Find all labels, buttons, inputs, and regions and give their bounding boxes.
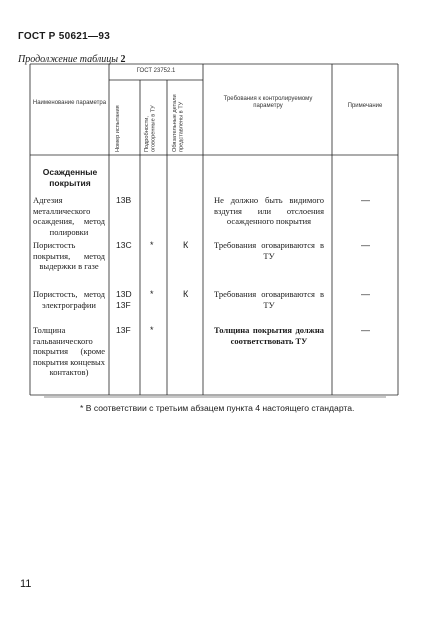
row-4-note: — <box>361 325 370 335</box>
row-4-requirement: Толщина покрытия должна соответствовать ТУ <box>214 325 324 346</box>
page-number: 11 <box>20 578 32 590</box>
row-2-requirement: Требования оговариваются в ТУ <box>214 240 324 261</box>
header-details: Подробности, оговоренные в ТУ <box>144 105 157 152</box>
row-1-parameter: Адгезия металлического осаждения, метод полировки <box>33 195 105 237</box>
header-test-number: Номер испытания <box>115 105 121 152</box>
row-3-mandatory-mark: К <box>183 289 189 299</box>
row-1-note: — <box>361 195 370 205</box>
continuation-text: Продолжение таблицы <box>18 54 119 65</box>
row-1-requirement: Не должно быть видимого вздутия или отслоения осажденного покрытия <box>214 195 324 226</box>
standard-header: ГОСТ Р 50621—93 <box>18 31 111 42</box>
row-2-note: — <box>361 240 370 250</box>
header-requirements: Требования к контролируемому параметру <box>223 96 313 109</box>
header-mandatory-details: Обязательные детали представлены в ТУ <box>172 94 185 152</box>
row-4-detail-mark: * <box>150 325 154 335</box>
row-4-test-number: 13F <box>116 325 131 335</box>
row-2-parameter: Пористость покрытия, метод выдержки в газе <box>33 240 105 271</box>
header-note: Примечание <box>347 103 383 109</box>
footnote: * В соответствии с третьим абзацем пункта 4 настоящего стандарта. <box>80 403 355 413</box>
header-parameter: Наименование параметра <box>32 100 107 106</box>
header-gost-group: ГОСТ 23752.1 <box>136 68 176 74</box>
section-title: Осажденные покрытия <box>42 167 98 188</box>
row-2-detail-mark: * <box>150 240 154 250</box>
row-3-detail-mark: * <box>150 289 154 299</box>
row-2-test-number: 13С <box>116 240 132 250</box>
row-3-requirement: Требования оговариваются в ТУ <box>214 289 324 310</box>
row-3-note: — <box>361 289 370 299</box>
row-2-mandatory-mark: К <box>183 240 189 250</box>
row-3-test-number: 13D 13F <box>116 289 132 310</box>
continuation-number: 2 <box>120 54 126 65</box>
row-1-test-number: 13В <box>116 195 132 205</box>
row-3-parameter: Пористость, метод электрографии <box>33 289 105 310</box>
row-4-parameter: Толщина гальванического покрытия (кроме покрытия концевых контактов) <box>33 325 105 377</box>
